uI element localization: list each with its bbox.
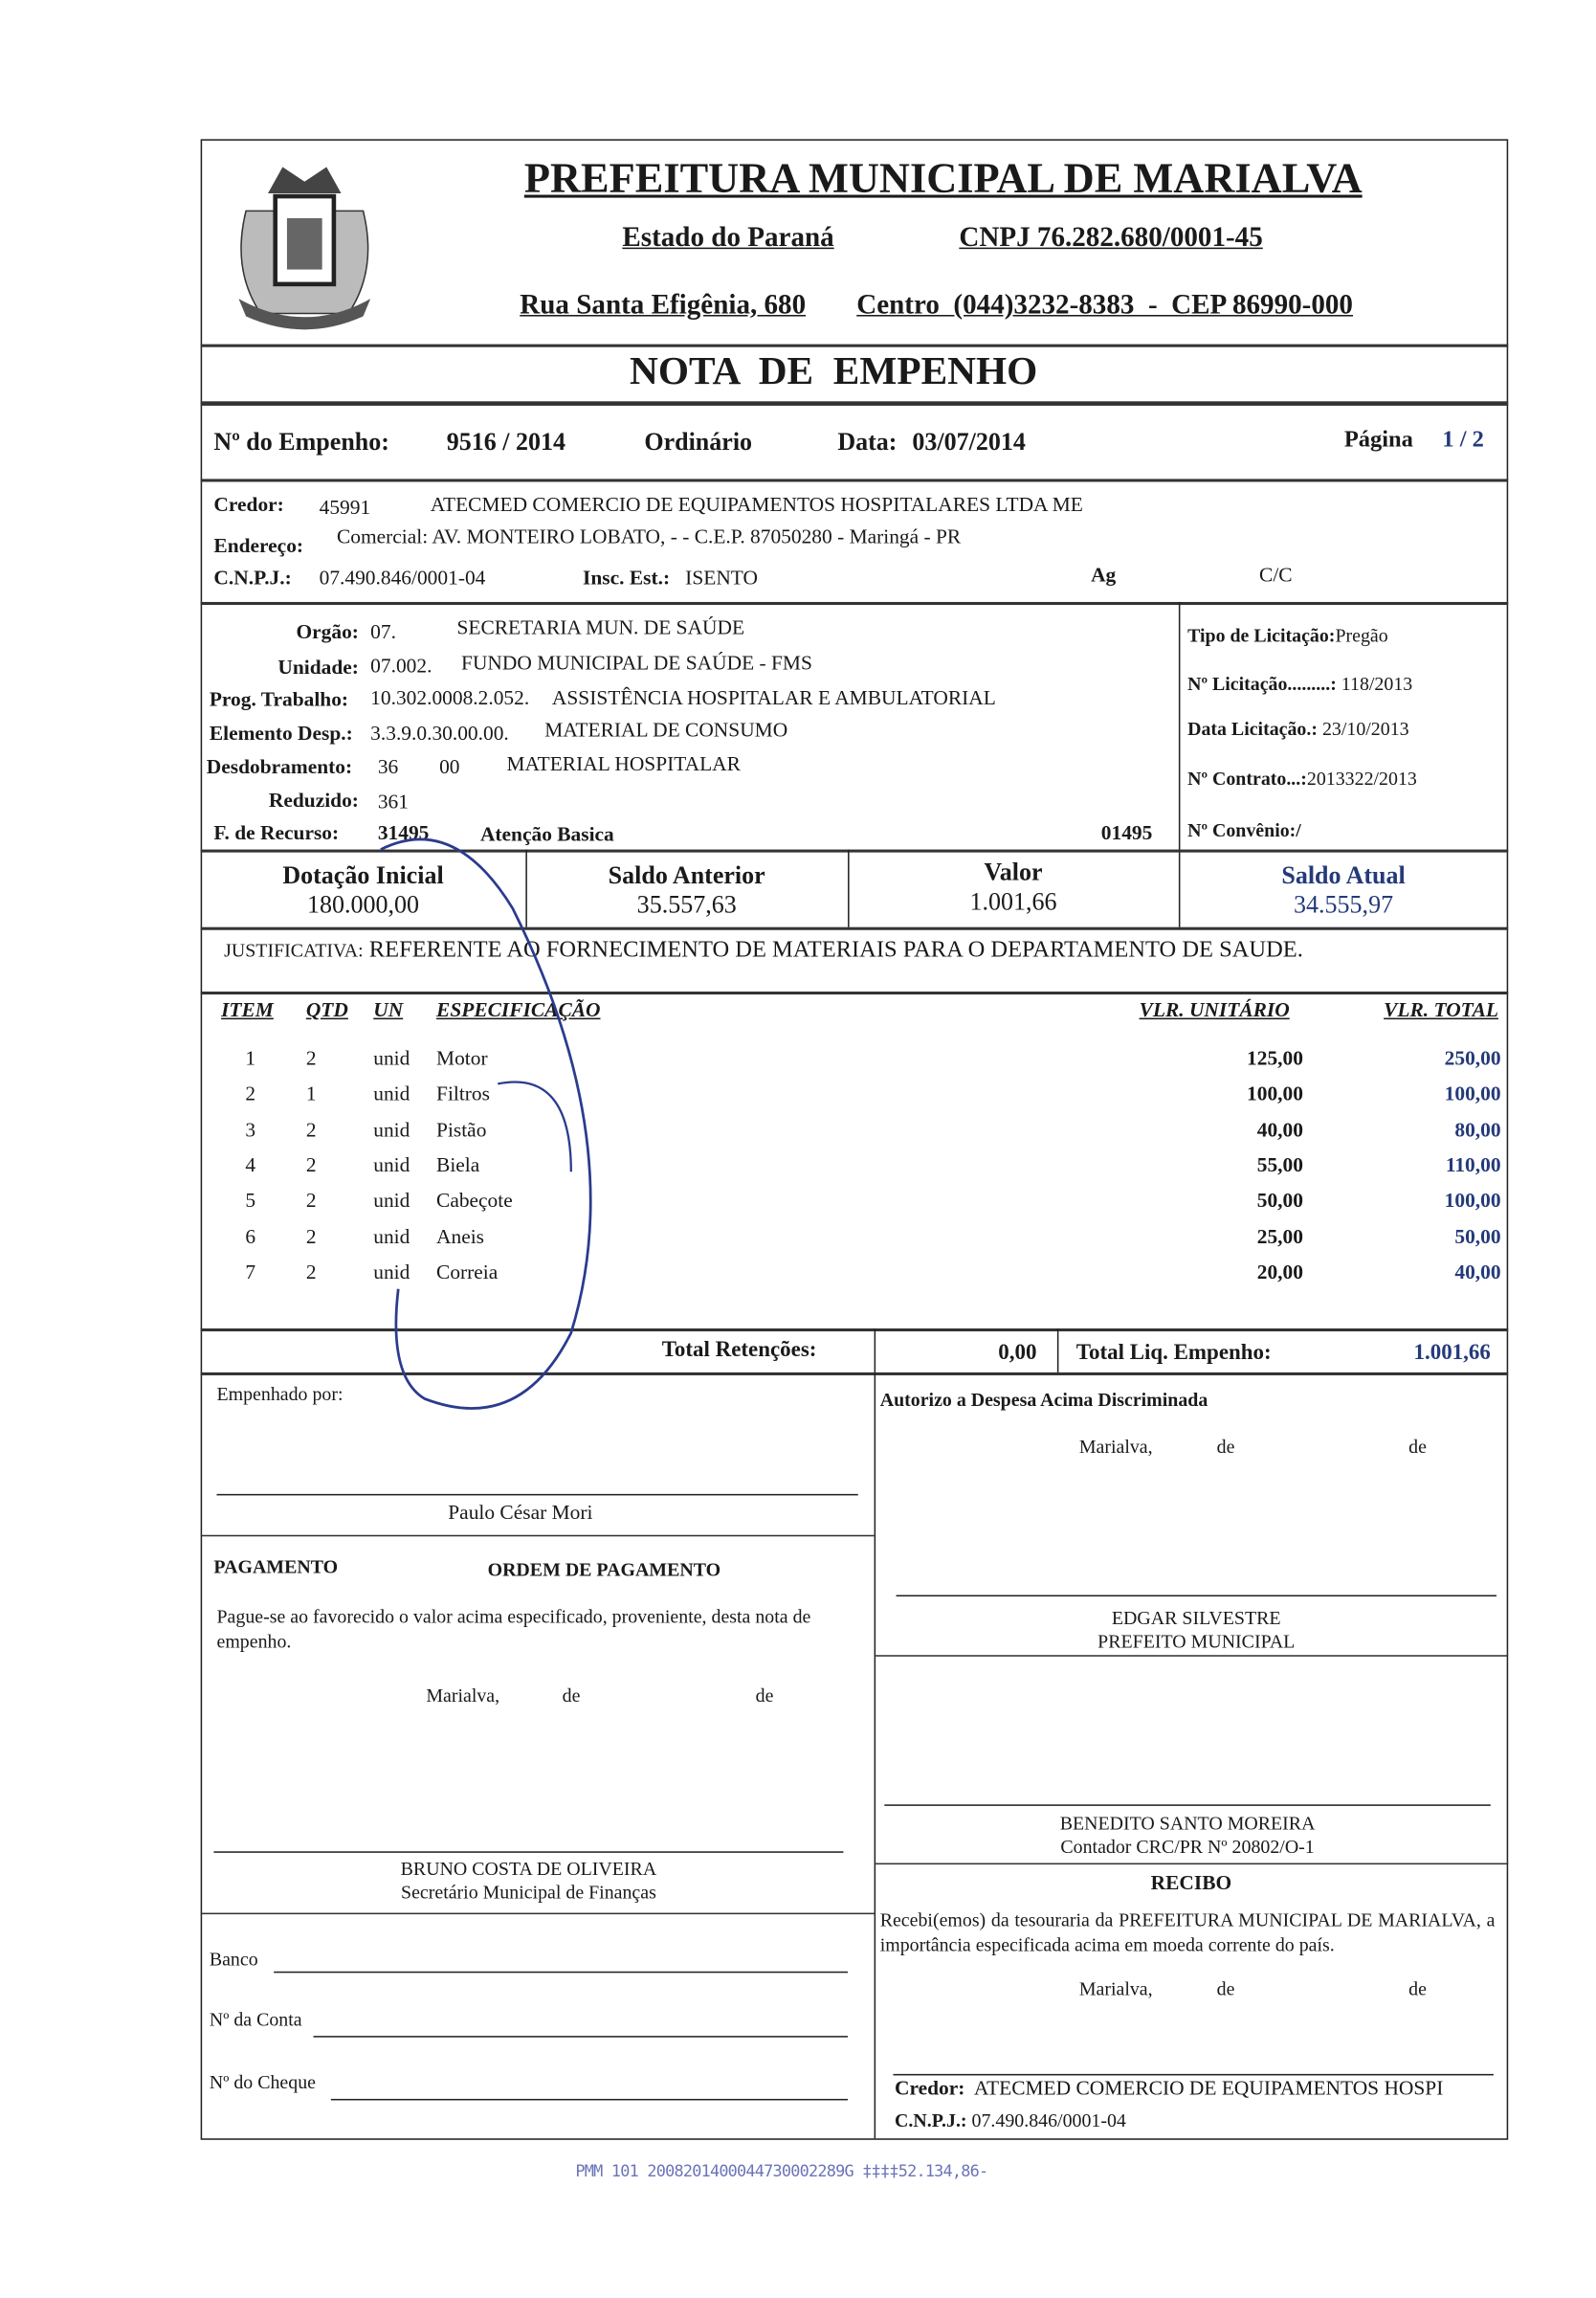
empenho-type: Ordinário (644, 427, 753, 456)
col-qtd: QTD (305, 1000, 348, 1023)
liquido-label: Total Liq. Empenho: (1075, 1341, 1272, 1366)
recibo-title: RECIBO (1150, 1873, 1232, 1896)
unidade-label: Unidade: (277, 658, 359, 680)
unidade-desc: FUNDO MUNICIPAL DE SAÚDE - FMS (461, 653, 812, 676)
address-label: Endereço: (213, 536, 304, 559)
header-title: PREFEITURA MUNICIPAL DE MARIALVA (523, 155, 1363, 203)
saldo-atual: Saldo Atual 34.555,97 (1281, 860, 1406, 919)
pagamento-de2: de (755, 1684, 774, 1707)
empenhado-name: Paulo César Mori (448, 1503, 593, 1526)
prog-desc: ASSISTÊNCIA HOSPITALAR E AMBULATORIAL (551, 688, 996, 711)
contrato-label: Nº Contrato...: (1187, 767, 1307, 790)
item-qty: 2 (305, 1155, 317, 1178)
bank-stamp: PMM 101 2008201400044730002289G ‡‡‡‡52.134,86- (575, 2161, 988, 2181)
item-total: 100,00 (1444, 1191, 1501, 1214)
conta-field[interactable] (313, 2036, 848, 2038)
empenho-number: 9516 / 2014 (446, 427, 566, 456)
item-unit: unid (373, 1120, 410, 1143)
pagamento-text: Pague-se ao favorecido o valor acima especificado, proveniente, desta nota de empenho. (216, 1605, 811, 1653)
pagamento-de1: de (562, 1684, 581, 1707)
recibo-credor: ATECMED COMERCIO DE EQUIPAMENTOS HOSPI (973, 2078, 1444, 2101)
credor-address: Comercial: AV. MONTEIRO LOBATO, - - C.E.P. 87050280 - Maringá - PR (336, 526, 962, 549)
item-number: 1 (245, 1048, 256, 1071)
liquido-value: 1.001,66 (1413, 1341, 1491, 1366)
licitacao-data-label: Data Licitação.: (1187, 717, 1318, 740)
cheque-label: Nº do Cheque (209, 2070, 316, 2093)
item-desc: Biela (436, 1155, 480, 1178)
header-contact: Centro (044)3232-8383 - CEP 86990-000 (856, 289, 1353, 322)
item-qty: 2 (305, 1226, 317, 1249)
elemento-label: Elemento Desp.: (209, 723, 353, 746)
header-state: Estado do Paraná (622, 222, 834, 254)
cheque-field[interactable] (331, 2099, 848, 2101)
item-number: 7 (245, 1261, 256, 1284)
col-vlr-unitario: VLR. UNITÁRIO (1139, 1000, 1290, 1023)
secretario-signature: BRUNO COSTA DE OLIVEIRA Secretário Municipal de Finanças (400, 1857, 657, 1903)
licitacao-num-value: 118/2013 (1341, 672, 1413, 695)
reduzido-code: 361 (377, 792, 409, 814)
item-number: 6 (245, 1226, 256, 1249)
credor-label: Credor: (213, 495, 284, 518)
empenho-date: 03/07/2014 (912, 427, 1026, 456)
item-unit: unid (373, 1083, 410, 1106)
empenho-label: Nº do Empenho: (213, 427, 389, 456)
recibo-cnpj: 07.490.846/0001-04 (971, 2108, 1126, 2131)
tipo-licitacao-value: Pregão (1335, 623, 1388, 646)
item-qty: 1 (305, 1083, 317, 1106)
item-unit: unid (373, 1261, 410, 1284)
insc-value: ISENTO (685, 568, 758, 591)
prefeito-signature: EDGAR SILVESTRE PREFEITO MUNICIPAL (1097, 1606, 1296, 1653)
item-total: 40,00 (1454, 1261, 1501, 1284)
contador-signature: BENEDITO SANTO MOREIRA Contador CRC/PR Nº 20802/O-1 (1059, 1811, 1316, 1858)
page-label: Página (1343, 427, 1413, 453)
pagamento-label: PAGAMENTO (213, 1555, 339, 1578)
recurso-code: 31495 (377, 823, 430, 845)
recurso-extra: 01495 (1100, 823, 1153, 845)
unidade-code: 07.002. (370, 656, 432, 679)
reduzido-label: Reduzido: (268, 791, 359, 814)
item-unit-price: 40,00 (1256, 1120, 1303, 1143)
credor-name: ATECMED COMERCIO DE EQUIPAMENTOS HOSPITALARES LTDA ME (430, 495, 1083, 518)
item-desc: Cabeçote (436, 1191, 513, 1214)
header-address: Rua Santa Efigênia, 680 (520, 289, 807, 322)
header-cnpj: CNPJ 76.282.680/0001-45 (959, 222, 1263, 254)
date-label: Data: (837, 427, 898, 456)
item-total: 110,00 (1445, 1155, 1501, 1178)
item-number: 2 (245, 1083, 256, 1106)
item-number: 4 (245, 1155, 256, 1178)
retencoes-value: 0,00 (998, 1341, 1037, 1366)
item-unit: unid (373, 1191, 410, 1214)
col-vlr-total: VLR. TOTAL (1384, 1000, 1498, 1023)
recibo-text: Recebi(emos) da tesouraria da PREFEITURA MUNICIPAL DE MARIALVA, a importância especificada acima em moeda corrente do país. (879, 1908, 1496, 1955)
item-unit-price: 55,00 (1256, 1155, 1303, 1178)
municipal-seal-logo (216, 152, 392, 343)
col-item: ITEM (221, 1000, 274, 1023)
autorizo-place: Marialva, (1078, 1435, 1153, 1458)
saldo-anterior: Saldo Anterior 35.557,63 (608, 860, 765, 919)
recurso-desc: Atenção Basica (479, 824, 614, 847)
autorizo-de2: de (1408, 1435, 1427, 1458)
recibo-credor-label: Credor: (895, 2078, 965, 2101)
item-qty: 2 (305, 1048, 317, 1071)
item-qty: 2 (305, 1120, 317, 1143)
contrato-value: 2013322/2013 (1306, 767, 1417, 790)
desdobramento-label: Desdobramento: (206, 757, 353, 780)
item-total: 80,00 (1454, 1120, 1501, 1143)
recibo-cnpj-label: C.N.P.J.: (895, 2108, 967, 2131)
page-number: 1 / 2 (1442, 427, 1484, 453)
recibo-de1: de (1216, 1976, 1235, 1999)
col-especificacao: ESPECIFICAÇÃO (436, 1000, 601, 1023)
item-unit: unid (373, 1155, 410, 1178)
item-desc: Correia (436, 1261, 499, 1284)
elemento-desc: MATERIAL DE CONSUMO (544, 720, 788, 743)
item-total: 50,00 (1454, 1226, 1501, 1249)
item-desc: Motor (436, 1048, 488, 1071)
item-desc: Filtros (436, 1083, 491, 1106)
credor-code: 45991 (319, 498, 371, 521)
item-unit-price: 25,00 (1256, 1226, 1303, 1249)
desdobramento-code: 36 (377, 757, 399, 780)
handwritten-signature (351, 820, 614, 1450)
licitacao-data-value: 23/10/2013 (1321, 717, 1409, 740)
item-unit-price: 100,00 (1247, 1083, 1303, 1106)
cc-label: C/C (1259, 565, 1293, 588)
item-unit-price: 50,00 (1256, 1191, 1303, 1214)
recibo-de2: de (1408, 1976, 1427, 1999)
insc-label: Insc. Est.: (583, 568, 671, 591)
pagamento-place: Marialva, (426, 1684, 500, 1707)
item-unit-price: 125,00 (1247, 1048, 1303, 1071)
conta-label: Nº da Conta (209, 2008, 302, 2030)
item-unit: unid (373, 1226, 410, 1249)
orgao-code: 07. (370, 622, 396, 645)
ag-label: Ag (1091, 565, 1117, 588)
orgao-label: Orgão: (296, 622, 359, 645)
item-unit-price: 20,00 (1256, 1261, 1303, 1284)
recibo-place: Marialva, (1078, 1976, 1153, 1999)
item-qty: 2 (305, 1261, 317, 1284)
cnpj-label: C.N.P.J.: (213, 568, 292, 591)
item-total: 100,00 (1444, 1083, 1501, 1106)
document-title: NOTA DE EMPENHO (630, 348, 1038, 393)
tipo-licitacao-label: Tipo de Licitação: (1187, 623, 1336, 646)
banco-label: Banco (209, 1948, 258, 1971)
item-number: 5 (245, 1191, 256, 1214)
item-number: 3 (245, 1120, 256, 1143)
autorizo-label: Autorizo a Despesa Acima Discriminada (879, 1388, 1208, 1411)
orgao-desc: SECRETARIA MUN. DE SAÚDE (456, 617, 745, 640)
credor-cnpj: 07.490.846/0001-04 (319, 568, 486, 591)
empenhado-label: Empenhado por: (216, 1382, 344, 1405)
item-desc: Pistão (436, 1120, 487, 1143)
convenio-label: Nº Convênio:/ (1187, 818, 1301, 841)
recurso-label: F. de Recurso: (213, 823, 340, 845)
saldo-dotacao: Dotação Inicial 180.000,00 (282, 860, 444, 919)
item-desc: Aneis (436, 1226, 485, 1249)
desdobramento-desc: MATERIAL HOSPITALAR (506, 754, 741, 777)
retencoes-label: Total Retenções: (661, 1338, 817, 1363)
elemento-code: 3.3.9.0.30.00.00. (370, 723, 509, 746)
item-total: 250,00 (1444, 1048, 1501, 1071)
col-un: UN (373, 1000, 404, 1023)
item-unit: unid (373, 1048, 410, 1071)
justificativa: JUSTIFICATIVA: REFERENTE AO FORNECIMENTO DE MATERIAIS PARA O DEPARTAMENTO DE SAUDE. (224, 937, 1303, 963)
item-qty: 2 (305, 1191, 317, 1214)
ordem-pagamento-label: ORDEM DE PAGAMENTO (487, 1558, 721, 1581)
autorizo-de1: de (1216, 1435, 1235, 1458)
prog-code: 10.302.0008.2.052. (370, 688, 530, 711)
saldo-valor: Valor 1.001,66 (969, 858, 1057, 916)
prog-label: Prog. Trabalho: (209, 689, 349, 712)
banco-field[interactable] (274, 1972, 848, 1974)
licitacao-num-label: Nº Licitação.........: (1187, 672, 1337, 695)
desdobramento-sub: 00 (439, 757, 460, 780)
